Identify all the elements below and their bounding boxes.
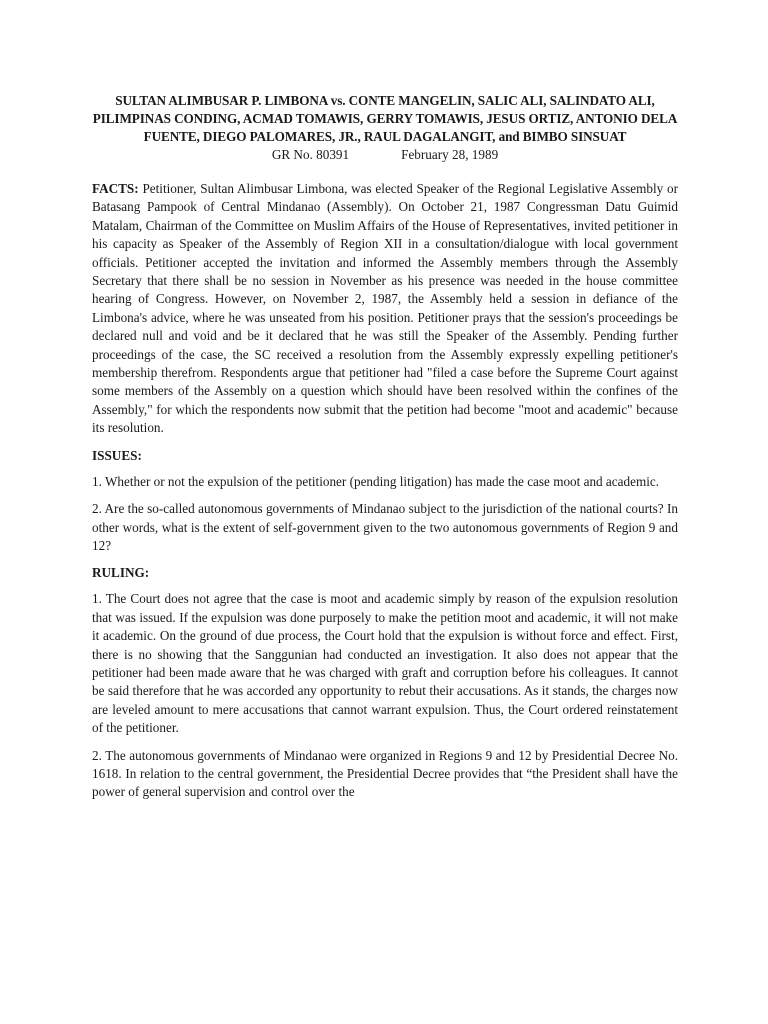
facts-paragraph [92, 180, 678, 438]
facts-heading: FACTS: [92, 181, 139, 196]
document-page [92, 92, 678, 1024]
case-title: SULTAN ALIMBUSAR P. LIMBONA vs. CONTE MANGELIN, SALIC ALI, SALINDATO ALI, PILIMPINAS CONDING, ACMAD TOMAWIS, GERRY TOMAWIS, JESUS ORTIZ, ANTONIO DELA FUENTE, DIEGO PALOMARES, JR., RAUL DAGALANGIT, and BIMBO SINSUAT [92, 93, 678, 144]
gr-number: GR No. 80391 [271, 147, 350, 162]
case-citation [92, 146, 678, 164]
ruling-item-1: 1. The Court does not agree that the case is moot and academic simply by reason of the expulsion resolution that was issued. If the expulsion was done purposely to make the petition moot and academic, it will not make it academic. On the ground of due process, the Court hold that the expulsion is without force and effect. First, there is no showing that the Sanggunian had conducted an investigation. It also does not appear that the petitioner had been made aware that he was charged with graft and corruption before his colleagues. It cannot be said therefore that he was accorded any opportunity to rebut their accusations. As it stands, the charges now are leveled amount to mere accusations that cannot warrant expulsion. Thus, the Court ordered reinstatement of the petitioner. [92, 591, 678, 736]
ruling-item-2: 2. The autonomous governments of Mindanao were organized in Regions 9 and 12 by Presidential Decree No. 1618. In relation to the central government, the Presidential Decree provides that “the President shall have the power of general supervision and control over the [92, 747, 678, 800]
issues-heading: ISSUES: [92, 447, 142, 463]
decision-date: February 28, 1989 [401, 147, 499, 162]
facts-text: Petitioner, Sultan Alimbusar Limbona, was elected Speaker of the Regional Legislative Assembly or Batasang Pampook of Central Mindanao (Assembly). On October 21, 1987 Congressman Datu Guimid Matalam, Chairman of the Committee on Muslim Affairs of the House of Representatives, invited petitioner in his capacity as Speaker of the Assembly of Region XII in a consultation/dialogue with local government officials. Petitioner accepted the invitation and informed the Assembly members through the Assembly Secretary that there shall be no session in November as his presence was needed in the house committee hearing of Congress. However, on November 2, 1987, the Assembly held a session in defiance of the Limbona's advice, where he was unseated from his position. Petitioner prays that the session's proceedings be declared null and void and be it declared that he was still the Speaker of the Assembly. Pending further proceedings of the case, the SC received a resolution from the Assembly expressly expelling petitioner's membership therefrom. Respondents argue that petitioner had "filed a case before the Supreme Court against some members of the Assembly on a question which should have been resolved within the confines of the Assembly," for which the respondents now submit that the petition had become "moot and academic" because its resolution. [92, 181, 678, 436]
issue-item-1: 1. Whether or not the expulsion of the petitioner (pending litigation) has made the case moot and academic. [92, 473, 660, 489]
ruling-heading: RULING: [92, 565, 150, 581]
issue-item-2: 2. Are the so-called autonomous governments of Mindanao subject to the jurisdiction of the national courts? In other words, what is the extent of self-government given to the two autonomous governments of Region 9 and 12? [92, 501, 678, 553]
